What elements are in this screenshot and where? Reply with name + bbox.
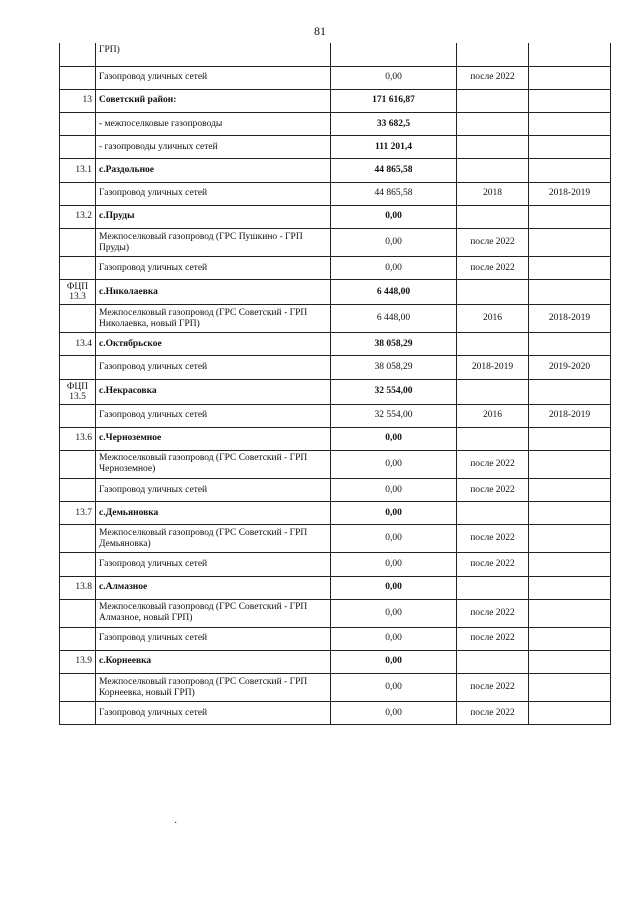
cost-cell: 44 865,58	[331, 182, 457, 205]
design-period-cell	[457, 205, 529, 228]
construction-period-cell	[529, 43, 611, 66]
construction-period-cell	[529, 205, 611, 228]
design-period-cell: после 2022	[457, 553, 529, 576]
cost-cell: 0,00	[331, 205, 457, 228]
row-number-cell: ФЦП 13.3	[60, 280, 96, 305]
table-row	[60, 66, 611, 89]
row-number-cell	[60, 257, 96, 280]
table-row	[60, 89, 611, 112]
construction-period-cell	[529, 66, 611, 89]
row-number-cell	[60, 404, 96, 427]
row-number-cell: 13.1	[60, 159, 96, 182]
row-number-cell	[60, 136, 96, 159]
cost-cell: 0,00	[331, 229, 457, 257]
row-number-cell	[60, 478, 96, 501]
construction-period-cell: 2018-2019	[529, 305, 611, 333]
object-name-cell: Газопровод уличных сетей	[96, 553, 331, 576]
row-number-cell	[60, 450, 96, 478]
construction-period-cell	[529, 553, 611, 576]
design-period-cell: после 2022	[457, 257, 529, 280]
cost-cell: 6 448,00	[331, 305, 457, 333]
design-period-cell: после 2022	[457, 702, 529, 725]
construction-period-cell	[529, 502, 611, 525]
cost-cell: 0,00	[331, 478, 457, 501]
design-period-cell: после 2022	[457, 674, 529, 702]
cost-cell: 0,00	[331, 502, 457, 525]
construction-period-cell	[529, 627, 611, 650]
design-period-cell: после 2022	[457, 66, 529, 89]
object-name-cell: Межпоселковый газопровод (ГРС Советский - ГРП Алмазное, новый ГРП)	[96, 599, 331, 627]
row-number-cell	[60, 229, 96, 257]
row-number-cell	[60, 702, 96, 725]
cost-cell: 44 865,58	[331, 159, 457, 182]
object-name-cell: Газопровод уличных сетей	[96, 66, 331, 89]
table-row	[60, 702, 611, 725]
row-number-cell	[60, 553, 96, 576]
design-period-cell: 2018-2019	[457, 356, 529, 379]
table-row	[60, 576, 611, 599]
row-number-cell	[60, 113, 96, 136]
design-period-cell	[457, 379, 529, 404]
object-name-cell: Газопровод уличных сетей	[96, 627, 331, 650]
cost-cell: 0,00	[331, 599, 457, 627]
design-period-cell: после 2022	[457, 229, 529, 257]
row-number-cell	[60, 182, 96, 205]
cost-cell: 0,00	[331, 66, 457, 89]
construction-period-cell	[529, 478, 611, 501]
row-number-cell: 13.7	[60, 502, 96, 525]
construction-period-cell	[529, 427, 611, 450]
row-number-cell	[60, 66, 96, 89]
design-period-cell	[457, 650, 529, 673]
gas-pipeline-table	[59, 43, 611, 725]
row-number-cell: 13.2	[60, 205, 96, 228]
table-row	[60, 502, 611, 525]
object-name-cell: Газопровод уличных сетей	[96, 257, 331, 280]
object-name-cell: с.Раздольное	[96, 159, 331, 182]
object-name-cell: Межпоселковый газопровод (ГРС Советский - ГРП Николаевка, новый ГРП)	[96, 305, 331, 333]
construction-period-cell	[529, 89, 611, 112]
cost-cell: 111 201,4	[331, 136, 457, 159]
table-row	[60, 599, 611, 627]
object-name-cell: Газопровод уличных сетей	[96, 182, 331, 205]
page-number: 81	[314, 24, 326, 38]
object-name-cell: Газопровод уличных сетей	[96, 356, 331, 379]
cost-cell: 32 554,00	[331, 379, 457, 404]
table-row	[60, 650, 611, 673]
cost-cell: 32 554,00	[331, 404, 457, 427]
object-name-cell: Межпоселковый газопровод (ГРС Советский - ГРП Демьяновка)	[96, 525, 331, 553]
table-row	[60, 525, 611, 553]
cost-cell: 0,00	[331, 257, 457, 280]
design-period-cell: 2018	[457, 182, 529, 205]
construction-period-cell	[529, 333, 611, 356]
cost-cell: 0,00	[331, 702, 457, 725]
cost-cell: 0,00	[331, 553, 457, 576]
object-name-cell: Газопровод уличных сетей	[96, 702, 331, 725]
table-row	[60, 553, 611, 576]
construction-period-cell	[529, 379, 611, 404]
construction-period-cell: 2019-2020	[529, 356, 611, 379]
design-period-cell	[457, 89, 529, 112]
table-row	[60, 450, 611, 478]
table-row	[60, 333, 611, 356]
object-name-cell: Газопровод уличных сетей	[96, 478, 331, 501]
design-period-cell: 2016	[457, 305, 529, 333]
object-name-cell: - газопроводы уличных сетей	[96, 136, 331, 159]
cost-cell: 0,00	[331, 450, 457, 478]
table-body	[60, 43, 611, 725]
table-row	[60, 305, 611, 333]
row-number-cell: 13.8	[60, 576, 96, 599]
object-name-cell: с.Пруды	[96, 205, 331, 228]
design-period-cell	[457, 113, 529, 136]
construction-period-cell	[529, 113, 611, 136]
table-row	[60, 674, 611, 702]
row-number-cell: 13.6	[60, 427, 96, 450]
construction-period-cell	[529, 257, 611, 280]
row-number-cell	[60, 627, 96, 650]
design-period-cell: 2016	[457, 404, 529, 427]
design-period-cell: после 2022	[457, 478, 529, 501]
object-name-cell: с.Николаевка	[96, 280, 331, 305]
row-number-cell: 13.4	[60, 333, 96, 356]
cost-cell: 33 682,5	[331, 113, 457, 136]
design-period-cell: после 2022	[457, 599, 529, 627]
design-period-cell	[457, 502, 529, 525]
table-row	[60, 159, 611, 182]
object-name-cell: Газопровод уличных сетей	[96, 404, 331, 427]
object-name-cell: с.Алмазное	[96, 576, 331, 599]
design-period-cell	[457, 576, 529, 599]
table-row	[60, 627, 611, 650]
object-name-cell: Межпоселковый газопровод (ГРС Советский - ГРП Корнеевка, новый ГРП)	[96, 674, 331, 702]
construction-period-cell	[529, 674, 611, 702]
table-row	[60, 404, 611, 427]
row-number-cell	[60, 43, 96, 66]
object-name-cell: Межпоселковый газопровод (ГРС Советский - ГРП Черноземное)	[96, 450, 331, 478]
row-number-cell: ФЦП 13.5	[60, 379, 96, 404]
construction-period-cell: 2018-2019	[529, 404, 611, 427]
cost-cell: 0,00	[331, 427, 457, 450]
construction-period-cell	[529, 576, 611, 599]
table-row	[60, 427, 611, 450]
design-period-cell: после 2022	[457, 450, 529, 478]
cost-cell: 0,00	[331, 674, 457, 702]
cost-cell: 6 448,00	[331, 280, 457, 305]
construction-period-cell: 2018-2019	[529, 182, 611, 205]
cost-cell: 0,00	[331, 650, 457, 673]
cost-cell: 0,00	[331, 627, 457, 650]
construction-period-cell	[529, 599, 611, 627]
design-period-cell: после 2022	[457, 627, 529, 650]
row-number-cell	[60, 305, 96, 333]
design-period-cell	[457, 427, 529, 450]
object-name-cell: с.Корнеевка	[96, 650, 331, 673]
row-number-cell: 13	[60, 89, 96, 112]
cost-cell: 0,00	[331, 576, 457, 599]
table-row	[60, 257, 611, 280]
cost-cell: 38 058,29	[331, 333, 457, 356]
construction-period-cell	[529, 650, 611, 673]
table-row	[60, 229, 611, 257]
construction-period-cell	[529, 229, 611, 257]
design-period-cell	[457, 333, 529, 356]
row-number-cell	[60, 356, 96, 379]
construction-period-cell	[529, 450, 611, 478]
design-period-cell	[457, 159, 529, 182]
design-period-cell	[457, 280, 529, 305]
construction-period-cell	[529, 280, 611, 305]
row-number-cell	[60, 599, 96, 627]
construction-period-cell	[529, 525, 611, 553]
construction-period-cell	[529, 159, 611, 182]
table-row	[60, 205, 611, 228]
table-row	[60, 280, 611, 305]
table-row	[60, 356, 611, 379]
object-name-cell: с.Демьяновка	[96, 502, 331, 525]
cost-cell: 171 616,87	[331, 89, 457, 112]
table-row	[60, 379, 611, 404]
table-row	[60, 43, 611, 66]
table-row	[60, 136, 611, 159]
row-number-cell	[60, 525, 96, 553]
row-number-cell	[60, 674, 96, 702]
object-name-cell: - межпоселковые газопроводы	[96, 113, 331, 136]
design-period-cell	[457, 43, 529, 66]
object-name-cell: ГРП)	[96, 43, 331, 66]
bottom-mark: ·	[174, 818, 178, 829]
object-name-cell: Межпоселковый газопровод (ГРС Пушкино - ГРП Пруды)	[96, 229, 331, 257]
row-number-cell: 13.9	[60, 650, 96, 673]
object-name-cell: с.Некрасовка	[96, 379, 331, 404]
design-period-cell	[457, 136, 529, 159]
design-period-cell: после 2022	[457, 525, 529, 553]
object-name-cell: Советский район:	[96, 89, 331, 112]
cost-cell: 0,00	[331, 525, 457, 553]
table-row	[60, 182, 611, 205]
table-row	[60, 113, 611, 136]
cost-cell	[331, 43, 457, 66]
object-name-cell: с.Черноземное	[96, 427, 331, 450]
cost-cell: 38 058,29	[331, 356, 457, 379]
construction-period-cell	[529, 702, 611, 725]
construction-period-cell	[529, 136, 611, 159]
object-name-cell: с.Октябрьское	[96, 333, 331, 356]
table-row	[60, 478, 611, 501]
